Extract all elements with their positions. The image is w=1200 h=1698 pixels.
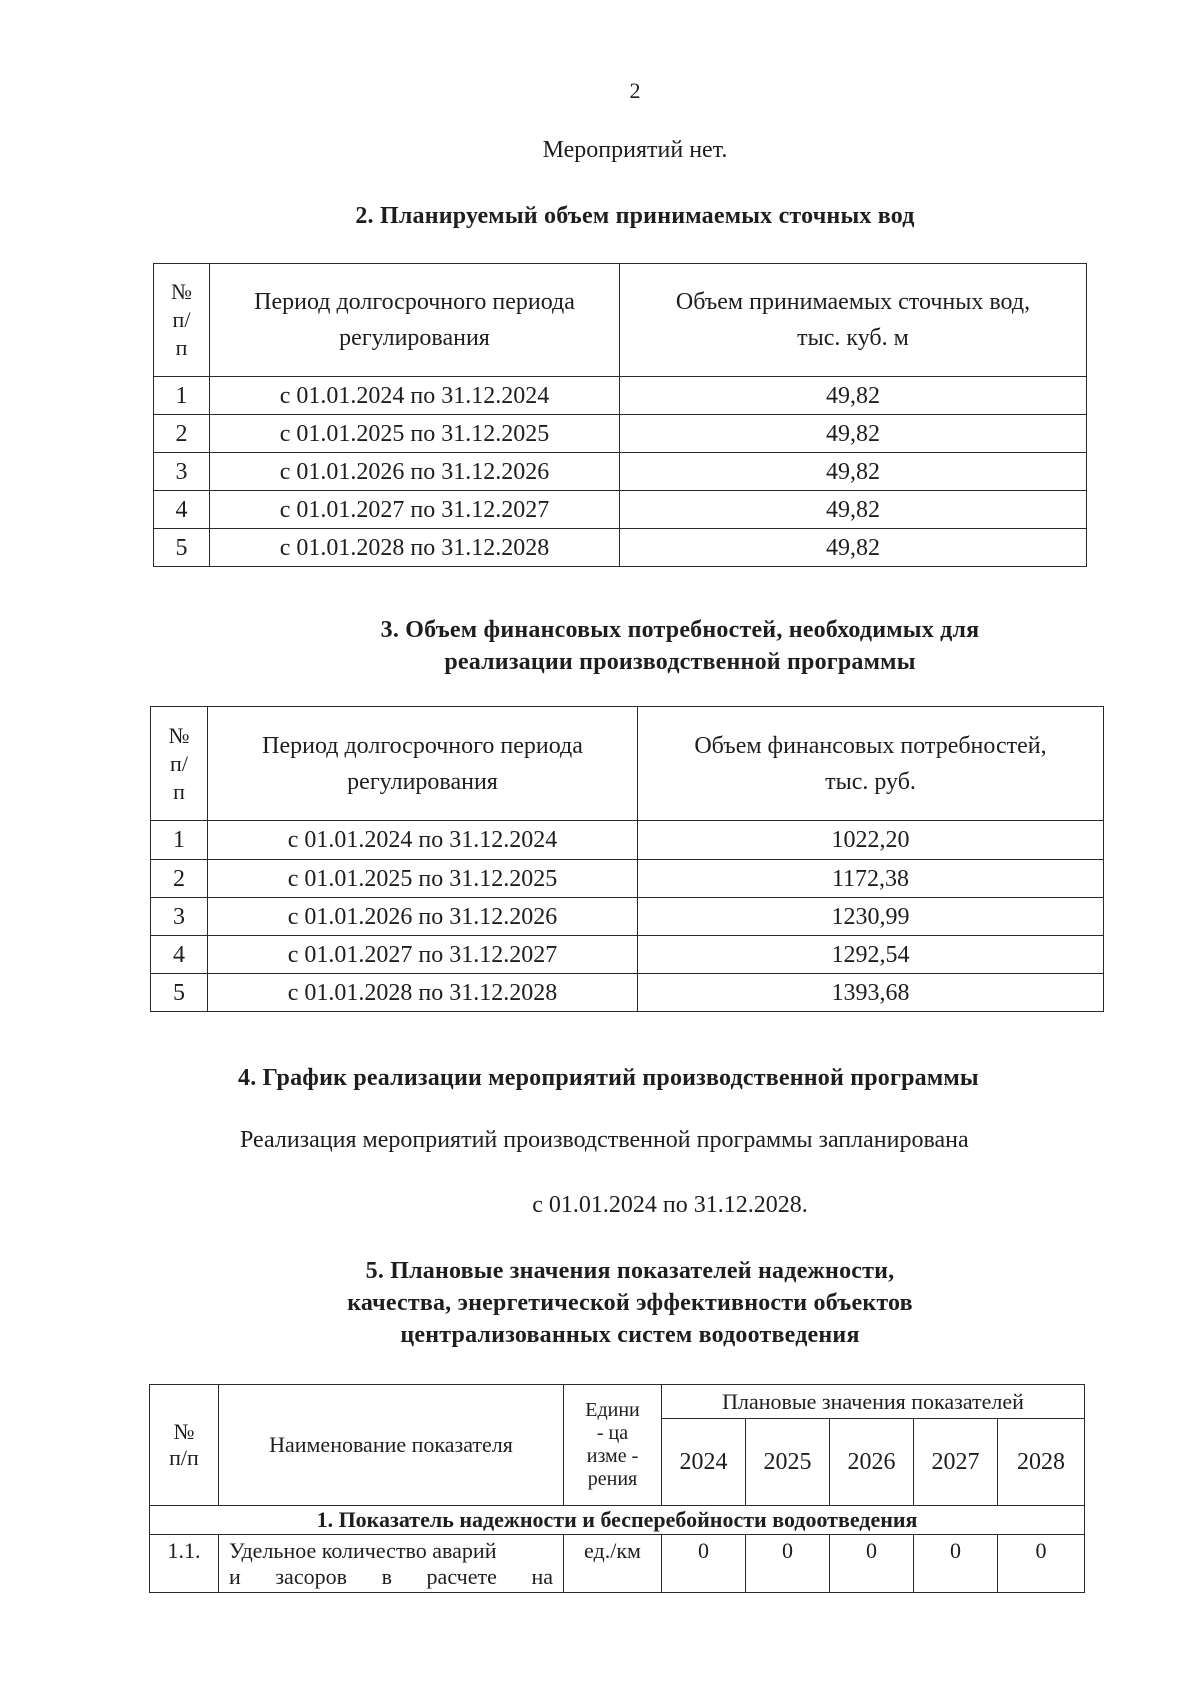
page-number: 2: [629, 78, 641, 103]
table-group-row: [150, 1506, 1085, 1535]
table-row: 4 с 01.01.2027 по 31.12.2027 49,82: [154, 491, 1087, 529]
header-num: № п/ п: [151, 707, 208, 821]
table-row: 1 с 01.01.2024 по 31.12.2024 49,82: [154, 377, 1087, 415]
table-row: [150, 1535, 1085, 1593]
header-year: 2024: [662, 1419, 746, 1506]
header-planned-values: Плановые значения показателей: [662, 1385, 1085, 1419]
header-year: 2027: [914, 1419, 998, 1506]
row-value: 0: [746, 1535, 830, 1593]
table-row: 5 с 01.01.2028 по 31.12.2028 1393,68: [151, 974, 1104, 1012]
row-value: 0: [830, 1535, 914, 1593]
table-row: 1 с 01.01.2024 по 31.12.2024 1022,20: [151, 821, 1104, 860]
header-volume: Объем принимаемых сточных вод, тыс. куб. м: [620, 264, 1087, 377]
section4-text-line2: с 01.01.2024 по 31.12.2028.: [532, 1192, 808, 1218]
header-unit: Едини - ца изме - рения: [564, 1385, 662, 1506]
table-row: 3 с 01.01.2026 по 31.12.2026 49,82: [154, 453, 1087, 491]
row-num: 1.1.: [150, 1535, 219, 1593]
table-row: 2 с 01.01.2025 по 31.12.2025 1172,38: [151, 860, 1104, 898]
no-measures-text: Мероприятий нет.: [542, 137, 728, 163]
group-title: 1. Показатель надежности и бесперебойности водоотведения: [150, 1506, 1085, 1535]
row-value: 0: [914, 1535, 998, 1593]
header-period: Период долгосрочного периода регулирования: [210, 264, 620, 377]
header-num: № п/п: [150, 1385, 219, 1506]
section5-title: 5. Плановые значения показателей надежности, качества, энергетической эффективности объектов централизованных систем водоотведения: [347, 1258, 913, 1348]
wastewater-volume-table: [153, 263, 1087, 567]
section2-title: 2. Планируемый объем принимаемых сточных вод: [355, 203, 915, 229]
row-unit: ед./км: [564, 1535, 662, 1593]
table-header-row: [150, 1385, 1085, 1419]
table-header-row: [154, 264, 1087, 377]
section4-title: 4. График реализации мероприятий производственной программы: [238, 1065, 979, 1091]
header-year: 2025: [746, 1419, 830, 1506]
header-year: 2028: [998, 1419, 1085, 1506]
table-row: 3 с 01.01.2026 по 31.12.2026 1230,99: [151, 898, 1104, 936]
row-indicator-name: Удельное количество аварий и засоров в расчете на: [219, 1535, 564, 1593]
row-value: 0: [998, 1535, 1085, 1593]
header-indicator-name: Наименование показателя: [219, 1385, 564, 1506]
header-period: Период долгосрочного периода регулирования: [208, 707, 638, 821]
table-row: 5 с 01.01.2028 по 31.12.2028 49,82: [154, 529, 1087, 567]
section4-text-line1: Реализация мероприятий производственной программы запланирована: [240, 1127, 969, 1153]
financial-needs-table: [150, 706, 1104, 1012]
indicators-table: [149, 1384, 1085, 1593]
header-financial-volume: Объем финансовых потребностей, тыс. руб.: [638, 707, 1104, 821]
row-value: 0: [662, 1535, 746, 1593]
table-header-row: [151, 707, 1104, 821]
table-row: 2 с 01.01.2025 по 31.12.2025 49,82: [154, 415, 1087, 453]
header-year: 2026: [830, 1419, 914, 1506]
table-row: 4 с 01.01.2027 по 31.12.2027 1292,54: [151, 936, 1104, 974]
header-num: № п/ п: [154, 264, 210, 377]
section3-title: 3. Объем финансовых потребностей, необходимых для реализации производственной программы: [380, 617, 980, 675]
